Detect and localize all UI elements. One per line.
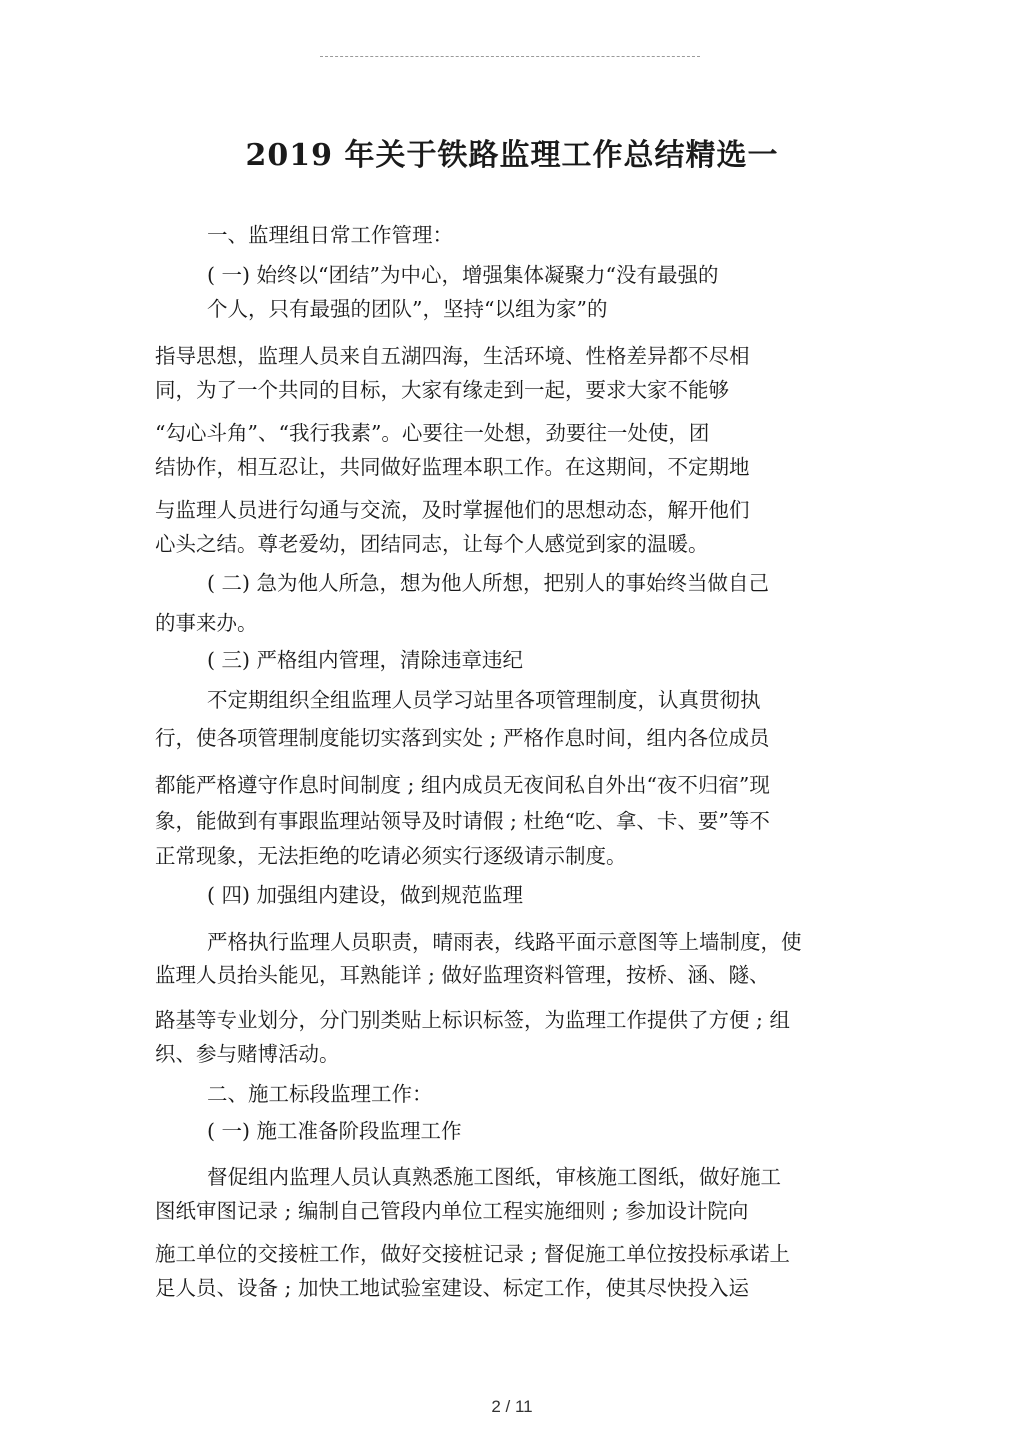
paragraph-line: 象，能做到有事跟监理站领导及时请假 ; 杜绝“吃、拿、卡、要”等不 bbox=[155, 809, 770, 833]
paragraph-line: 施工单位的交接桩工作，做好交接桩记录 ; 督促施工单位按投标承诺上 bbox=[155, 1242, 790, 1266]
paragraph-line: 心头之结。尊老爱幼，团结同志，让每个人感觉到家的温暖。 bbox=[155, 532, 709, 556]
paragraph-line: 与监理人员进行勾通与交流，及时掌握他们的思想动态，解开他们 bbox=[155, 498, 750, 522]
paragraph-line: ( 一) 施工准备阶段监理工作 bbox=[207, 1119, 462, 1143]
paragraph-line: 督促组内监理人员认真熟悉施工图纸，审核施工图纸，做好施工 bbox=[207, 1165, 781, 1189]
paragraph-line: 路基等专业划分，分门别类贴上标识标签，为监理工作提供了方便 ; 组 bbox=[155, 1008, 790, 1032]
paragraph-line: ( 四) 加强组内建设，做到规范监理 bbox=[207, 883, 524, 907]
paragraph-line: 织、参与赌博活动。 bbox=[155, 1042, 340, 1066]
paragraph-line: 个人，只有最强的团队”，坚持“以组为家”的 bbox=[207, 297, 608, 321]
paragraph-line: 图纸审图记录 ; 编制自己管段内单位工程实施细则 ; 参加设计院向 bbox=[155, 1199, 749, 1223]
paragraph-line: ( 三) 严格组内管理，清除违章违纪 bbox=[207, 648, 524, 672]
paragraph-line: 同，为了一个共同的目标，大家有缘走到一起，要求大家不能够 bbox=[155, 378, 729, 402]
paragraph-line: 结协作，相互忍让，共同做好监理本职工作。在这期间，不定期地 bbox=[155, 455, 750, 479]
paragraph-line: 一、监理组日常工作管理： bbox=[207, 223, 453, 247]
paragraph-line: 都能严格遵守作息时间制度 ; 组内成员无夜间私自外出“夜不归宿”现 bbox=[155, 773, 770, 797]
document-title: 2019 年关于铁路监理工作总结精选一 bbox=[245, 138, 779, 173]
page-number: 2 / 11 bbox=[491, 1397, 533, 1416]
paragraph-line: ( 一) 始终以“团结”为中心，增强集体凝聚力“没有最强的 bbox=[207, 263, 719, 287]
header-rule bbox=[320, 56, 700, 57]
paragraph-line: 足人员、设备 ; 加快工地试验室建设、标定工作，使其尽快投入运 bbox=[155, 1276, 749, 1300]
paragraph-line: 指导思想，监理人员来自五湖四海，生活环境、性格差异都不尽相 bbox=[155, 344, 750, 368]
paragraph-line: 二、施工标段监理工作： bbox=[207, 1082, 433, 1106]
paragraph-line: 不定期组织全组监理人员学习站里各项管理制度，认真贯彻执 bbox=[207, 688, 761, 712]
paragraph-line: 正常现象，无法拒绝的吃请必须实行逐级请示制度。 bbox=[155, 844, 627, 868]
paragraph-line: 严格执行监理人员职责，晴雨表，线路平面示意图等上墙制度，使 bbox=[207, 930, 802, 954]
paragraph-line: “勾心斗角”、“我行我素”。心要往一处想，劲要往一处使，团 bbox=[155, 421, 710, 445]
paragraph-line: 监理人员抬头能见，耳熟能详 ; 做好监理资料管理，按桥、涵、隧、 bbox=[155, 963, 770, 987]
paragraph-line: 的事来办。 bbox=[155, 611, 258, 635]
paragraph-line: ( 二) 急为他人所急，想为他人所想，把别人的事始终当做自己 bbox=[207, 571, 770, 595]
paragraph-line: 行，使各项管理制度能切实落到实处 ; 严格作息时间，组内各位成员 bbox=[155, 726, 770, 750]
